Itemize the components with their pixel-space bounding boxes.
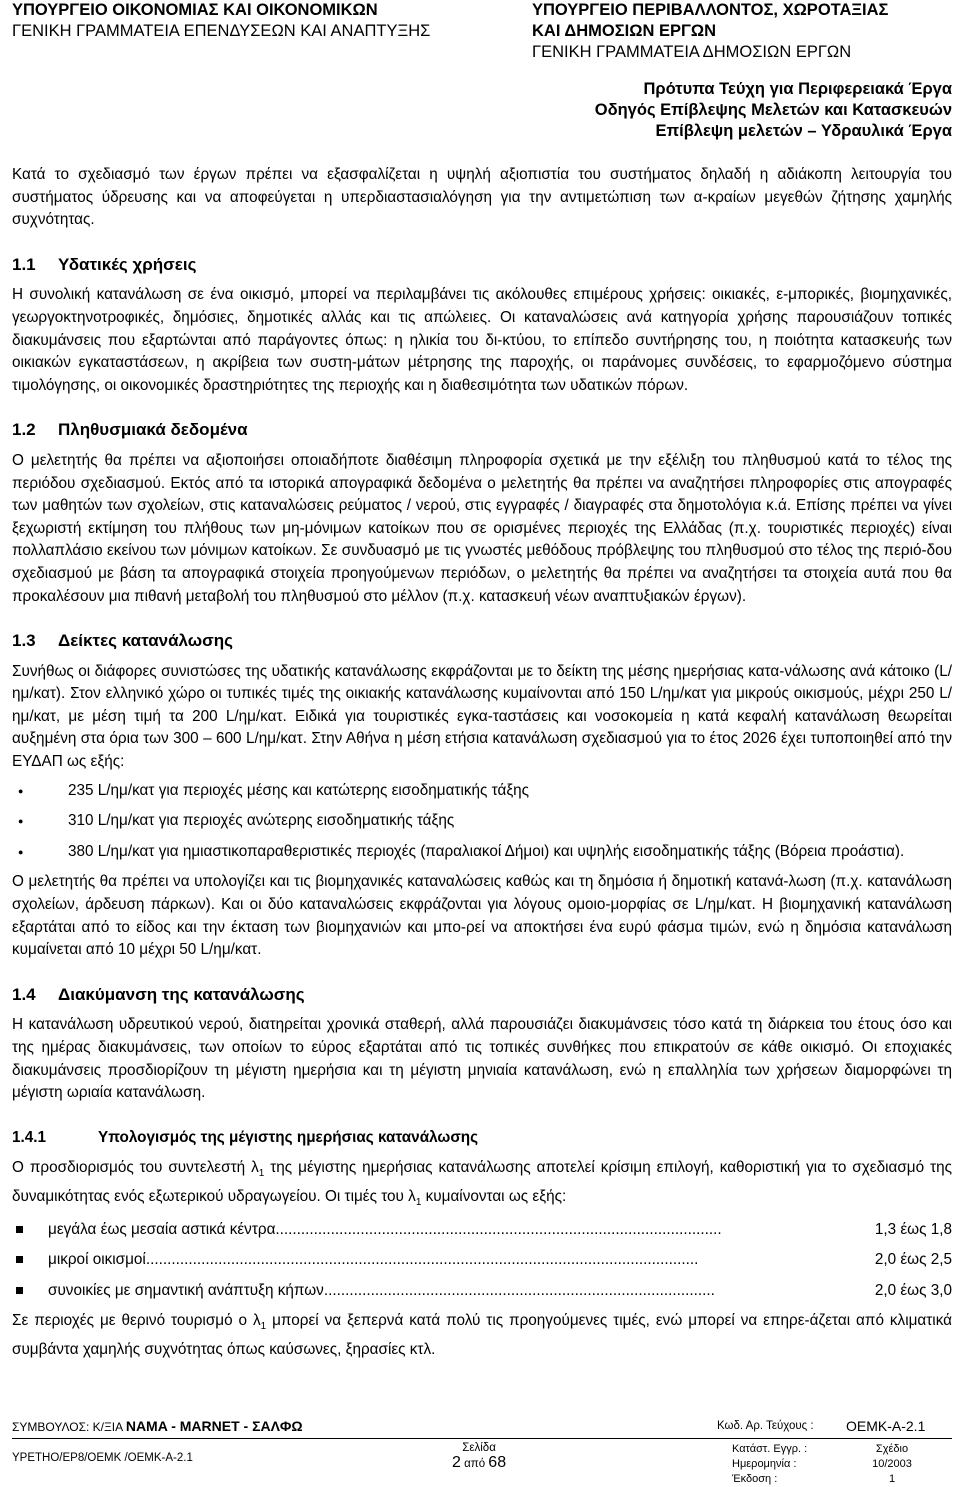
subtitle-1: Πρότυπα Τεύχη για Περιφερειακά Έργα [643, 80, 952, 98]
leader-dots: ............................................................................................ [323, 1281, 715, 1299]
text-run: Σε περιοχές με θερινό τουρισμό ο λ [12, 1312, 261, 1330]
section-1-3-heading [12, 630, 952, 653]
section-1-4-heading [12, 984, 952, 1007]
header-subtitles [12, 79, 952, 142]
doc-id: ΥΡΕΤΗΟ/ΕΡ8/ΟΕΜΚ /ΟΕΜΚ-Α-2.1 [12, 1452, 193, 1464]
page-of: από [464, 1458, 486, 1470]
item-value: 1,3 έως 1,8 [874, 1220, 952, 1238]
section-1-2-heading [12, 419, 952, 442]
section-1-4-1-tail [12, 1310, 952, 1361]
section-1-4-paragraph: Η κατανάλωση υδρευτικού νερού, διατηρείται χρονικά σταθερή, αλλά παρουσιάζει διακυμάνσεις τόσο κατά τη διάρκεια του έτους όσο και της ημέρας διακυμάνσεις, των οποίων το εύρος εξαρτάται από τις τοπικές συνθήκες που επικρατούν σε κάθε οικισμό. Οι εποχιακές διακυμάνσεις προσδιορίζουν τη μέγιστη ημερήσια και τη μέγιστη μηνιαία κατανάλωση, ενώ η επαλληλία των χρήσεων διαμορφώνει τη μέγιστη ωριαία κατανάλωση. [12, 1016, 952, 1102]
meta-value: Σχέδιο [875, 1443, 909, 1455]
section-1-1-heading [12, 254, 952, 277]
secretariat-public-works: ΓΕΝΙΚΗ ΓΡΑΜΜΑΤΕΙΑ ΔΗΜΟΣΙΩΝ ΕΡΓΩΝ [532, 43, 852, 61]
doc-code-value: OEMK-A-2.1 [846, 1418, 926, 1434]
advisor [12, 1418, 303, 1434]
advisor-label: ΣΥΜΒΟΥΛΟΣ: Κ/ΞΙΑ [12, 1420, 123, 1434]
list-item: ● 235 L/ημ/κατ για περιοχές μέσης και κατώτερης εισοδηματικής τάξης [12, 780, 952, 803]
item-value: 2,0 έως 3,0 [874, 1281, 952, 1299]
secretariat-investments: ΓΕΝΙΚΗ ΓΡΑΜΜΑΤΕΙΑ ΕΠΕΝΔΥΣΕΩΝ ΚΑΙ ΑΝΑΠΤΥΞΗΣ [12, 22, 431, 40]
list-item [12, 1249, 952, 1272]
ministry-environment-2: ΚΑΙ ΔΗΜΟΣΙΩΝ ΕΡΓΩΝ [532, 22, 717, 40]
leader-dots: .................................................................................................................................. [145, 1251, 699, 1269]
header-left [12, 0, 430, 63]
subscript: 1 [258, 1168, 265, 1180]
list-item [12, 1280, 952, 1303]
text-run: της μέγιστης ημερήσιας κατανάλωσης αποτελεί κρίσιμη επιλογή, καθοριστική για το σχεδιασμό της δυναμικότητας ενός εξωτερικού υδραγωγείου. Οι τιμές του λ [12, 1159, 952, 1206]
section-title: Διακύμανση της κατανάλωσης [58, 984, 305, 1004]
doc-code-label: Κωδ. Αρ. Τεύχους : [717, 1420, 814, 1432]
item-value: 2,0 έως 2,5 [874, 1251, 952, 1269]
item-label: μεγάλα έως μεσαία αστικά κέντρα [48, 1220, 276, 1238]
section-number: 1.2 [12, 420, 36, 440]
item-label: συνοικίες με σημαντική ανάπτυξη κήπων [48, 1281, 324, 1299]
ministry-economy: ΥΠΟΥΡΓΕΙΟ ΟΙΚΟΝΟΜΙΑΣ ΚΑΙ ΟΙΚΟΝΟΜΙΚΩΝ [12, 1, 378, 19]
leader-dots: ......................................................................................................... [275, 1220, 722, 1238]
document-body [12, 164, 952, 1362]
section-title: Υπολογισμός της μέγιστης ημερήσιας κατανάλωσης [98, 1128, 479, 1146]
section-number: 1.1 [12, 254, 36, 274]
text-run: κυμαίνονται ως εξής: [421, 1188, 567, 1206]
leader-row [48, 1280, 952, 1303]
section-1-4-1-paragraph [12, 1157, 952, 1214]
section-1-4-1-heading [12, 1127, 952, 1150]
meta-value: 10/2003 [872, 1458, 912, 1470]
subscript: 1 [260, 1321, 267, 1333]
doc-meta [732, 1442, 932, 1487]
section-number: 1.4 [12, 984, 36, 1004]
meta-key: Ημερομηνία : [732, 1458, 797, 1470]
section-1-3-paragraph: Συνήθως οι διάφορες συνιστώσες της υδατικής κατανάλωσης εκφράζονται με το δείκτη της μέσης ημερήσιας κατα-νάλωσης ανά κάτοικο (L/ημ/κατ). Στον ελληνικό χώρο οι τυπικές τιμές της οικιακής κατανάλωσης κυμαίνονται από 150 L/ημ/κατ για μικρούς οικισμούς, μέχρι 250 L/ημ/κατ, με μέση τιμή τα 200 L/ημ/κατ. Ειδικά για τουριστικές εγκα-ταστάσεις και νοσοκομεία η κατά κεφαλή κατανάλωση θεωρείται αυξημένη στα όρια των 300 – 600 L/ημ/κατ. Στην Αθήνα η μέση ετήσια κατανάλωση σχεδιασμού για το έτος 2026 έχει τυποποιηθεί από την ΕΥΔΑΠ ως εξής: [12, 662, 952, 771]
meta-key: Κατάστ. Εγγρ. : [732, 1443, 808, 1455]
page-header [12, 0, 952, 63]
advisor-name: NAMA - MARNET - ΣΑΛΦΩ [125, 1418, 303, 1434]
section-1-2-paragraph: Ο μελετητής θα πρέπει να αξιοποιήσει οποιαδήποτε διαθέσιμη πληροφορία σχετικά με την εξέλιξη του πληθυσμού κατά το τέλος της περιόδου σχεδιασμού. Εκτός από τα ιστορικά απογραφικά δεδομένα ο μελετητής θα πρέπει να αναζητήσει πληροφορίες στις απογραφές των μαθητών των σχολείων, στις καταναλώσεις ρεύματος / νερού, στις εγγραφές / διαγραφές στα δημοτολόγια κ.ά. Επίσης πρέπει να γίνει ξεχωριστή εκτίμηση του πλήθους των μη-μόνιμων κατοίκων που σε ορισμένες περιοχές της Ελλάδας (π.χ. τουριστικές περιοχές) είναι πολλαπλάσιο εκείνου των μόνιμων κατοίκων. Σε συνδυασμό με τις γνωστές μεθόδους πρόβλεψης του πληθυσμού στο τέλος της περιό-δου σχεδιασμού με βάση τα απογραφικά στοιχεία προηγούμενων περιόδων, ο μελετητής θα πρέπει να αναζητήσει τα στοιχεία αυτά που θα προκαλέσουν μια πιθανή μεταβολή του πληθυσμού στο μέλλον (π.χ. κατασκευή νέων αναπτυξιακών έργων). [12, 451, 952, 605]
section-number: 1.3 [12, 631, 36, 651]
section-title: Υδατικές χρήσεις [58, 254, 197, 274]
list-item: ● 310 L/ημ/κατ για περιοχές ανώτερης εισοδηματικής τάξης [12, 810, 952, 833]
page-number: 2 [452, 1454, 461, 1471]
subtitle-3: Επίβλεψη μελετών – Υδραυλικά Έργα [655, 122, 952, 140]
subscript: 1 [415, 1197, 422, 1209]
header-right [532, 0, 952, 63]
page-label: Σελίδα [462, 1442, 496, 1454]
ministry-environment: ΥΠΟΥΡΓΕΙΟ ΠΕΡΙΒΑΛΛΟΝΤΟΣ, ΧΩΡΟΤΑΞΙΑΣ [532, 1, 889, 19]
lambda-values-list [12, 1219, 952, 1303]
consumption-bullets [12, 780, 952, 864]
leader-row [48, 1249, 952, 1272]
section-title: Πληθυσμιακά δεδομένα [58, 420, 248, 440]
meta-row [732, 1457, 932, 1472]
footer-divider [12, 1438, 952, 1439]
meta-value: 1 [888, 1473, 896, 1485]
item-label: μικροί οικισμοί [48, 1251, 146, 1269]
section-1-1-paragraph: Η συνολική κατανάλωση σε ένα οικισμό, μπορεί να περιλαμβάνει τις ακόλουθες επιμέρους χρήσεις: οικιακές, ε-μπορικές, βιομηχανικές, γεωργοκτηνοτροφικές, δημόσιες, δημοτικές αλλάς και τις απώλειες. Οι καταναλώσεις ανά κατηγορία χρήσης παρουσιάζουν τοπικές διακυμάνσεις που εξαρτώνται από παράγοντες όπως: η ηλικία του δι-κτύου, το επίπεδο συντήρησης του, η ποιότητα κατασκευής των οικιακών εγκαταστάσεων, η ακρίβεια των συστη-μάτων μέτρησης της παροχής, οι παράνομες συνδέσεις, το εφαρμοζόμενο σύστημα τιμολόγησης, οι οικονομικές δραστηριότητες της περιοχής και η διαθεσιμότητα των υδατικών πόρων. [12, 286, 952, 394]
text-run: μπορεί να ξεπερνά κατά πολύ τις προηγούμενες τιμές, ενώ μπορεί να επηρε-άζεται από κλιματικά συμβάντα χαμηλής συχνότητας όπως καύσωνες, ξηρασίες κτλ. [12, 1312, 953, 1359]
text-run: Ο προσδιορισμός του συντελεστή λ [12, 1159, 259, 1177]
page-counter [452, 1442, 506, 1472]
meta-key: Έκδοση : [732, 1473, 778, 1485]
intro-paragraph: Κατά το σχεδιασμό των έργων πρέπει να εξασφαλίζεται η υψηλή αξιοπιστία του συστήματος δηλαδή η αδιάκοπη λειτουργία του συστήματος ύδρευσης και να αποφεύγεται η υπερδιαστασιαλόγηση για την αντιμετώπιση των α-κραίων μεγεθών ζήτησης χαμηλής συχνότητας. [12, 166, 952, 229]
section-title: Δείκτες κατανάλωσης [58, 631, 234, 651]
section-number: 1.4.1 [12, 1128, 47, 1146]
list-item [12, 1219, 952, 1242]
page-total: 68 [488, 1454, 507, 1471]
meta-row [732, 1442, 932, 1457]
list-item: ● 380 L/ημ/κατ για ημιαστικοπαραθεριστικές περιοχές (παραλιακοί Δήμοι) και υψηλής εισοδηματικής τάξης (Βόρεια προάστια). [12, 841, 952, 864]
section-1-3-after-paragraph: Ο μελετητής θα πρέπει να υπολογίζει και τις βιομηχανικές καταναλώσεις καθώς και τη δημόσια ή δημοτική κατανά-λωση (π.χ. κατανάλωση σχολείων, άρδευση πάρκων). Και οι δύο καταναλώσεις εκφράζονται για λόγους ομοιο-μορφίας σε L/ημ/κατ. Η βιομηχανική κατανάλωση εξαρτάται από το είδος και την έκταση των βιομηχανιών και μπο-ρεί να αποκτήσει ένα ευρύ φάσμα τιμών, ενώ η δημόσια κατανάλωση κυμαίνεται από 10 μέχρι 50 L/ημ/κατ. [12, 873, 952, 959]
leader-row [48, 1219, 952, 1242]
subtitle-2: Οδηγός Επίβλεψης Μελετών και Κατασκευών [594, 101, 952, 119]
